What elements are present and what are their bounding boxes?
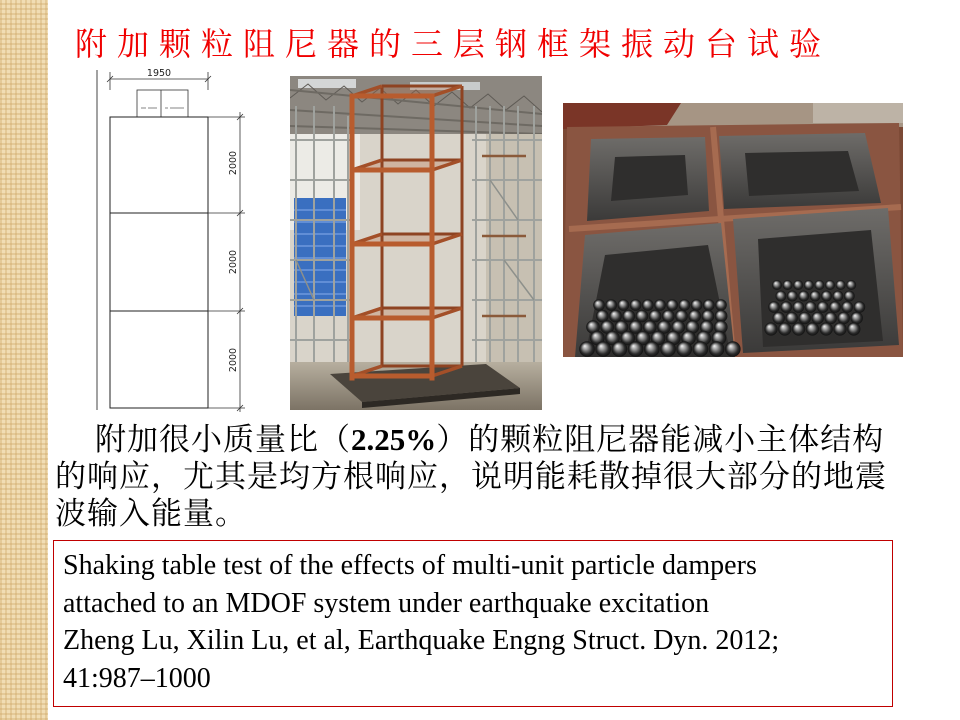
- steel-ball: [792, 322, 805, 335]
- steel-ball: [693, 341, 709, 357]
- steel-ball: [776, 291, 787, 302]
- steel-ball: [679, 299, 691, 311]
- steel-ball: [622, 310, 635, 323]
- top-block: [137, 90, 188, 117]
- paragraph-text: ）的颗粒阻尼器能减小主体结构: [436, 422, 885, 457]
- blue-scaffold-panel: [294, 198, 346, 316]
- steel-ball: [703, 299, 715, 311]
- steel-ball: [844, 291, 855, 302]
- steel-ball: [628, 341, 644, 357]
- steel-ball: [725, 341, 741, 357]
- steel-ball: [836, 280, 846, 290]
- story-dimension: [208, 112, 245, 412]
- steel-ball: [833, 291, 844, 302]
- steel-ball: [593, 299, 605, 311]
- particle-damper-photo: [563, 103, 903, 357]
- damper-compartment-top-right: [719, 133, 881, 209]
- steel-ball: [618, 299, 630, 311]
- steel-ball: [595, 341, 611, 357]
- steel-ball: [817, 301, 829, 313]
- steel-ball: [804, 280, 814, 290]
- steel-ball: [660, 341, 676, 357]
- story-height-label-3: 2000: [228, 150, 239, 176]
- steel-ball: [825, 312, 837, 324]
- paragraph-line-3: 波输入能量。: [55, 496, 247, 531]
- steel-ball: [806, 322, 819, 335]
- steel-ball: [783, 280, 793, 290]
- steel-ball: [810, 291, 821, 302]
- steel-ball: [715, 299, 727, 311]
- steel-ball: [780, 301, 792, 313]
- steel-ball: [821, 291, 832, 302]
- steel-ball: [773, 312, 785, 324]
- steel-ball: [786, 312, 798, 324]
- steel-ball: [814, 280, 824, 290]
- steel-ball: [778, 322, 791, 335]
- steel-ball: [676, 341, 692, 357]
- steel-ball: [642, 299, 654, 311]
- width-dimension-label: 1950: [146, 68, 172, 79]
- paragraph-line-1: [55, 421, 900, 458]
- conclusion-paragraph: [55, 421, 900, 532]
- story-height-label-1: 2000: [228, 347, 239, 373]
- steel-ball: [854, 301, 866, 313]
- steel-ball: [793, 301, 805, 313]
- mass-ratio-value: 2.25%: [351, 422, 437, 457]
- steel-ball: [605, 299, 617, 311]
- steel-ball: [768, 301, 780, 313]
- steel-ball: [787, 291, 798, 302]
- steel-ball: [833, 322, 846, 335]
- steel-ball: [829, 301, 841, 313]
- story-height-label-2: 2000: [228, 249, 239, 275]
- steel-ball: [799, 312, 811, 324]
- steel-ball: [688, 310, 701, 323]
- steel-ball: [644, 341, 660, 357]
- reference-box: [53, 540, 893, 707]
- paragraph-line-2: 的响应，尤其是均方根响应，说明能耗散掉很大部分的地震: [55, 459, 887, 494]
- reference-line-4: 41:987–1000: [63, 662, 211, 694]
- reference-line-1: Shaking table test of the effects of multi-unit particle dampers: [63, 550, 757, 581]
- steel-ball: [691, 299, 703, 311]
- frame-outline: [110, 117, 208, 408]
- steel-ball: [612, 341, 628, 357]
- steel-ball: [579, 341, 595, 357]
- reference-line-2: attached to an MDOF system under earthquake excitation: [63, 587, 710, 619]
- paragraph-text: 附加很小质量比（: [95, 422, 351, 457]
- steel-frame-photo: [290, 76, 542, 410]
- steel-ball: [838, 312, 850, 324]
- steel-ball: [764, 322, 777, 335]
- steel-ball: [851, 312, 863, 324]
- steel-ball: [636, 310, 649, 323]
- steel-ball: [846, 280, 856, 290]
- damper-compartment-top-left: [587, 137, 709, 221]
- slide-title: 附加颗粒阻尼器的三层钢框架振动台试验: [75, 25, 832, 63]
- steel-ball: [812, 312, 824, 324]
- steel-ball: [630, 299, 642, 311]
- steel-ball: [825, 280, 835, 290]
- steel-ball: [820, 322, 833, 335]
- steel-ball: [654, 299, 666, 311]
- steel-ball: [847, 322, 860, 335]
- steel-ball: [805, 301, 817, 313]
- steel-ball: [793, 280, 803, 290]
- steel-ball: [772, 280, 782, 290]
- steel-ball: [798, 291, 809, 302]
- steel-ball: [666, 299, 678, 311]
- sidebar-texture-stripe: [0, 0, 48, 720]
- steel-ball: [709, 341, 725, 357]
- frame-elevation-drawing: [90, 60, 255, 415]
- steel-ball: [841, 301, 853, 313]
- reference-line-3: Zheng Lu, Xilin Lu, et al, Earthquake Engng Struct. Dyn. 2012;: [63, 625, 780, 656]
